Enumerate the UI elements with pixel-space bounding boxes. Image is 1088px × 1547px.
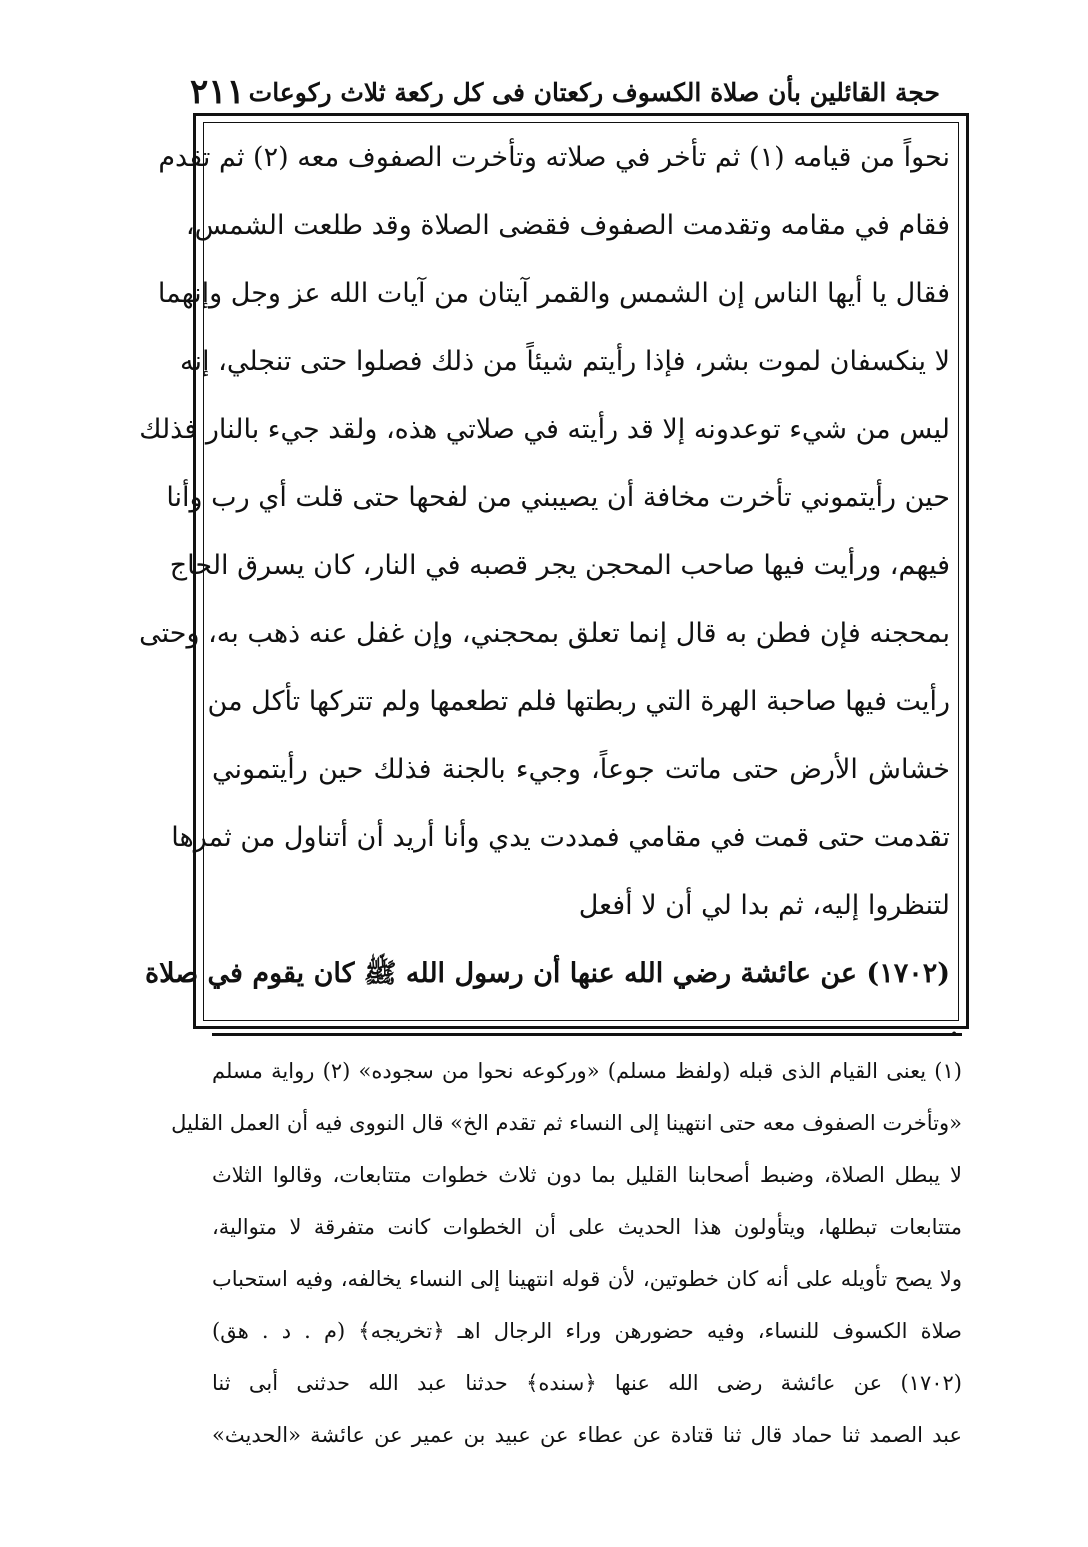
text-line: رأيت فيها صاحبة الهرة التي ربطتها فلم تطعمها ولم تتركها تأكل من xyxy=(207,686,950,717)
page-number: ٢١١ xyxy=(190,72,245,112)
text-line: ليس من شيء توعدونه إلا قد رأيته في صلاتي هذه، ولقد جيء بالنار فذلك xyxy=(139,414,950,445)
text-line: فقام في مقامه وتقدمت الصفوف فقضى الصلاة وقد طلعت الشمس، xyxy=(185,210,950,241)
text-line: لا ينكسفان لموت بشر، فإذا رأيتم شيئاً من ذلك فصلوا حتى تنجلي، إنه xyxy=(180,346,950,377)
footnote-line: (١٧٠٢) عن عائشة رضى الله عنها ﴿سنده﴾ حدثنا عبد الله حدثنى أبى ثنا xyxy=(212,1371,962,1395)
footnote-line: «وتأخرت الصفوف معه حتى انتهينا إلى النساء ثم تقدم الخ» قال النووى فيه أن العمل القليل xyxy=(171,1111,962,1135)
divider-ornament: • xyxy=(950,1027,959,1043)
running-head xyxy=(190,70,940,114)
hadith-heading-line: (١٧٠٢) عن عائشة رضي الله عنها أن رسول الله ﷺ كان يقوم في صلاة xyxy=(144,958,950,989)
text-line: فقال يا أيها الناس إن الشمس والقمر آيتان من آيات الله عز وجل وإنهما xyxy=(157,278,950,309)
footnote-divider xyxy=(212,1033,962,1036)
footnotes xyxy=(171,1048,962,1518)
footnote-line: صلاة الكسوف للنساء، وفيه حضورهن وراء الرجال اهـ ﴿تخريجه﴾ (م . د . هق) xyxy=(212,1319,962,1343)
text-line-last: لتنظروا إليه، ثم بدا لي أن لا أفعل xyxy=(578,890,950,921)
footnote-line: لا يبطل الصلاة، وضبط أصحابنا القليل بما دون ثلاث خطوات متتابعات، وقالوا الثلاث xyxy=(212,1163,962,1187)
text-line: تقدمت حتى قمت في مقامي فمددت يدي وأنا أريد أن أتناول من ثمرها xyxy=(171,822,950,853)
text-line: فيهم، ورأيت فيها صاحب المحجن يجر قصبه في النار، كان يسرق الحاج xyxy=(169,550,950,581)
main-text xyxy=(139,128,950,1018)
text-line: حين رأيتموني تأخرت مخافة أن يصيبني من لفحها حتى قلت أي رب وأنا xyxy=(166,482,950,513)
footnote-line: ولا يصح تأويله على أنه كان خطوتين، لأن قوله انتهينا إلى النساء يخالفه، وفيه استحباب xyxy=(212,1267,962,1291)
running-title: حجة القائلين بأن صلاة الكسوف ركعتان فى كل ركعة ثلاث ركوعات xyxy=(248,77,940,107)
text-line: خشاش الأرض حتى ماتت جوعاً، وجيء بالجنة فذلك حين رأيتموني xyxy=(212,754,950,785)
footnote-line: (١) يعنى القيام الذى قبله (ولفظ مسلم) «وركوعه نحوا من سجوده» (٢) رواية مسلم xyxy=(212,1059,962,1083)
footnote-line: عبد الصمد ثنا حماد قال ثنا قتادة عن عطاء عن عبيد بن عمير عن عائشة «الحديث» xyxy=(212,1423,962,1447)
text-line: بمحجنه فإن فطن به قال إنما تعلق بمحجني، وإن غفل عنه ذهب به، وحتى xyxy=(139,618,950,649)
footnote-line: متتابعات تبطلها، ويتأولون هذا الحديث على أن الخطوات كانت متفرقة لا متوالية، xyxy=(212,1215,962,1239)
text-line: نحواً من قيامه (١) ثم تأخر في صلاته وتأخرت الصفوف معه (٢) ثم تقدم xyxy=(158,142,950,173)
